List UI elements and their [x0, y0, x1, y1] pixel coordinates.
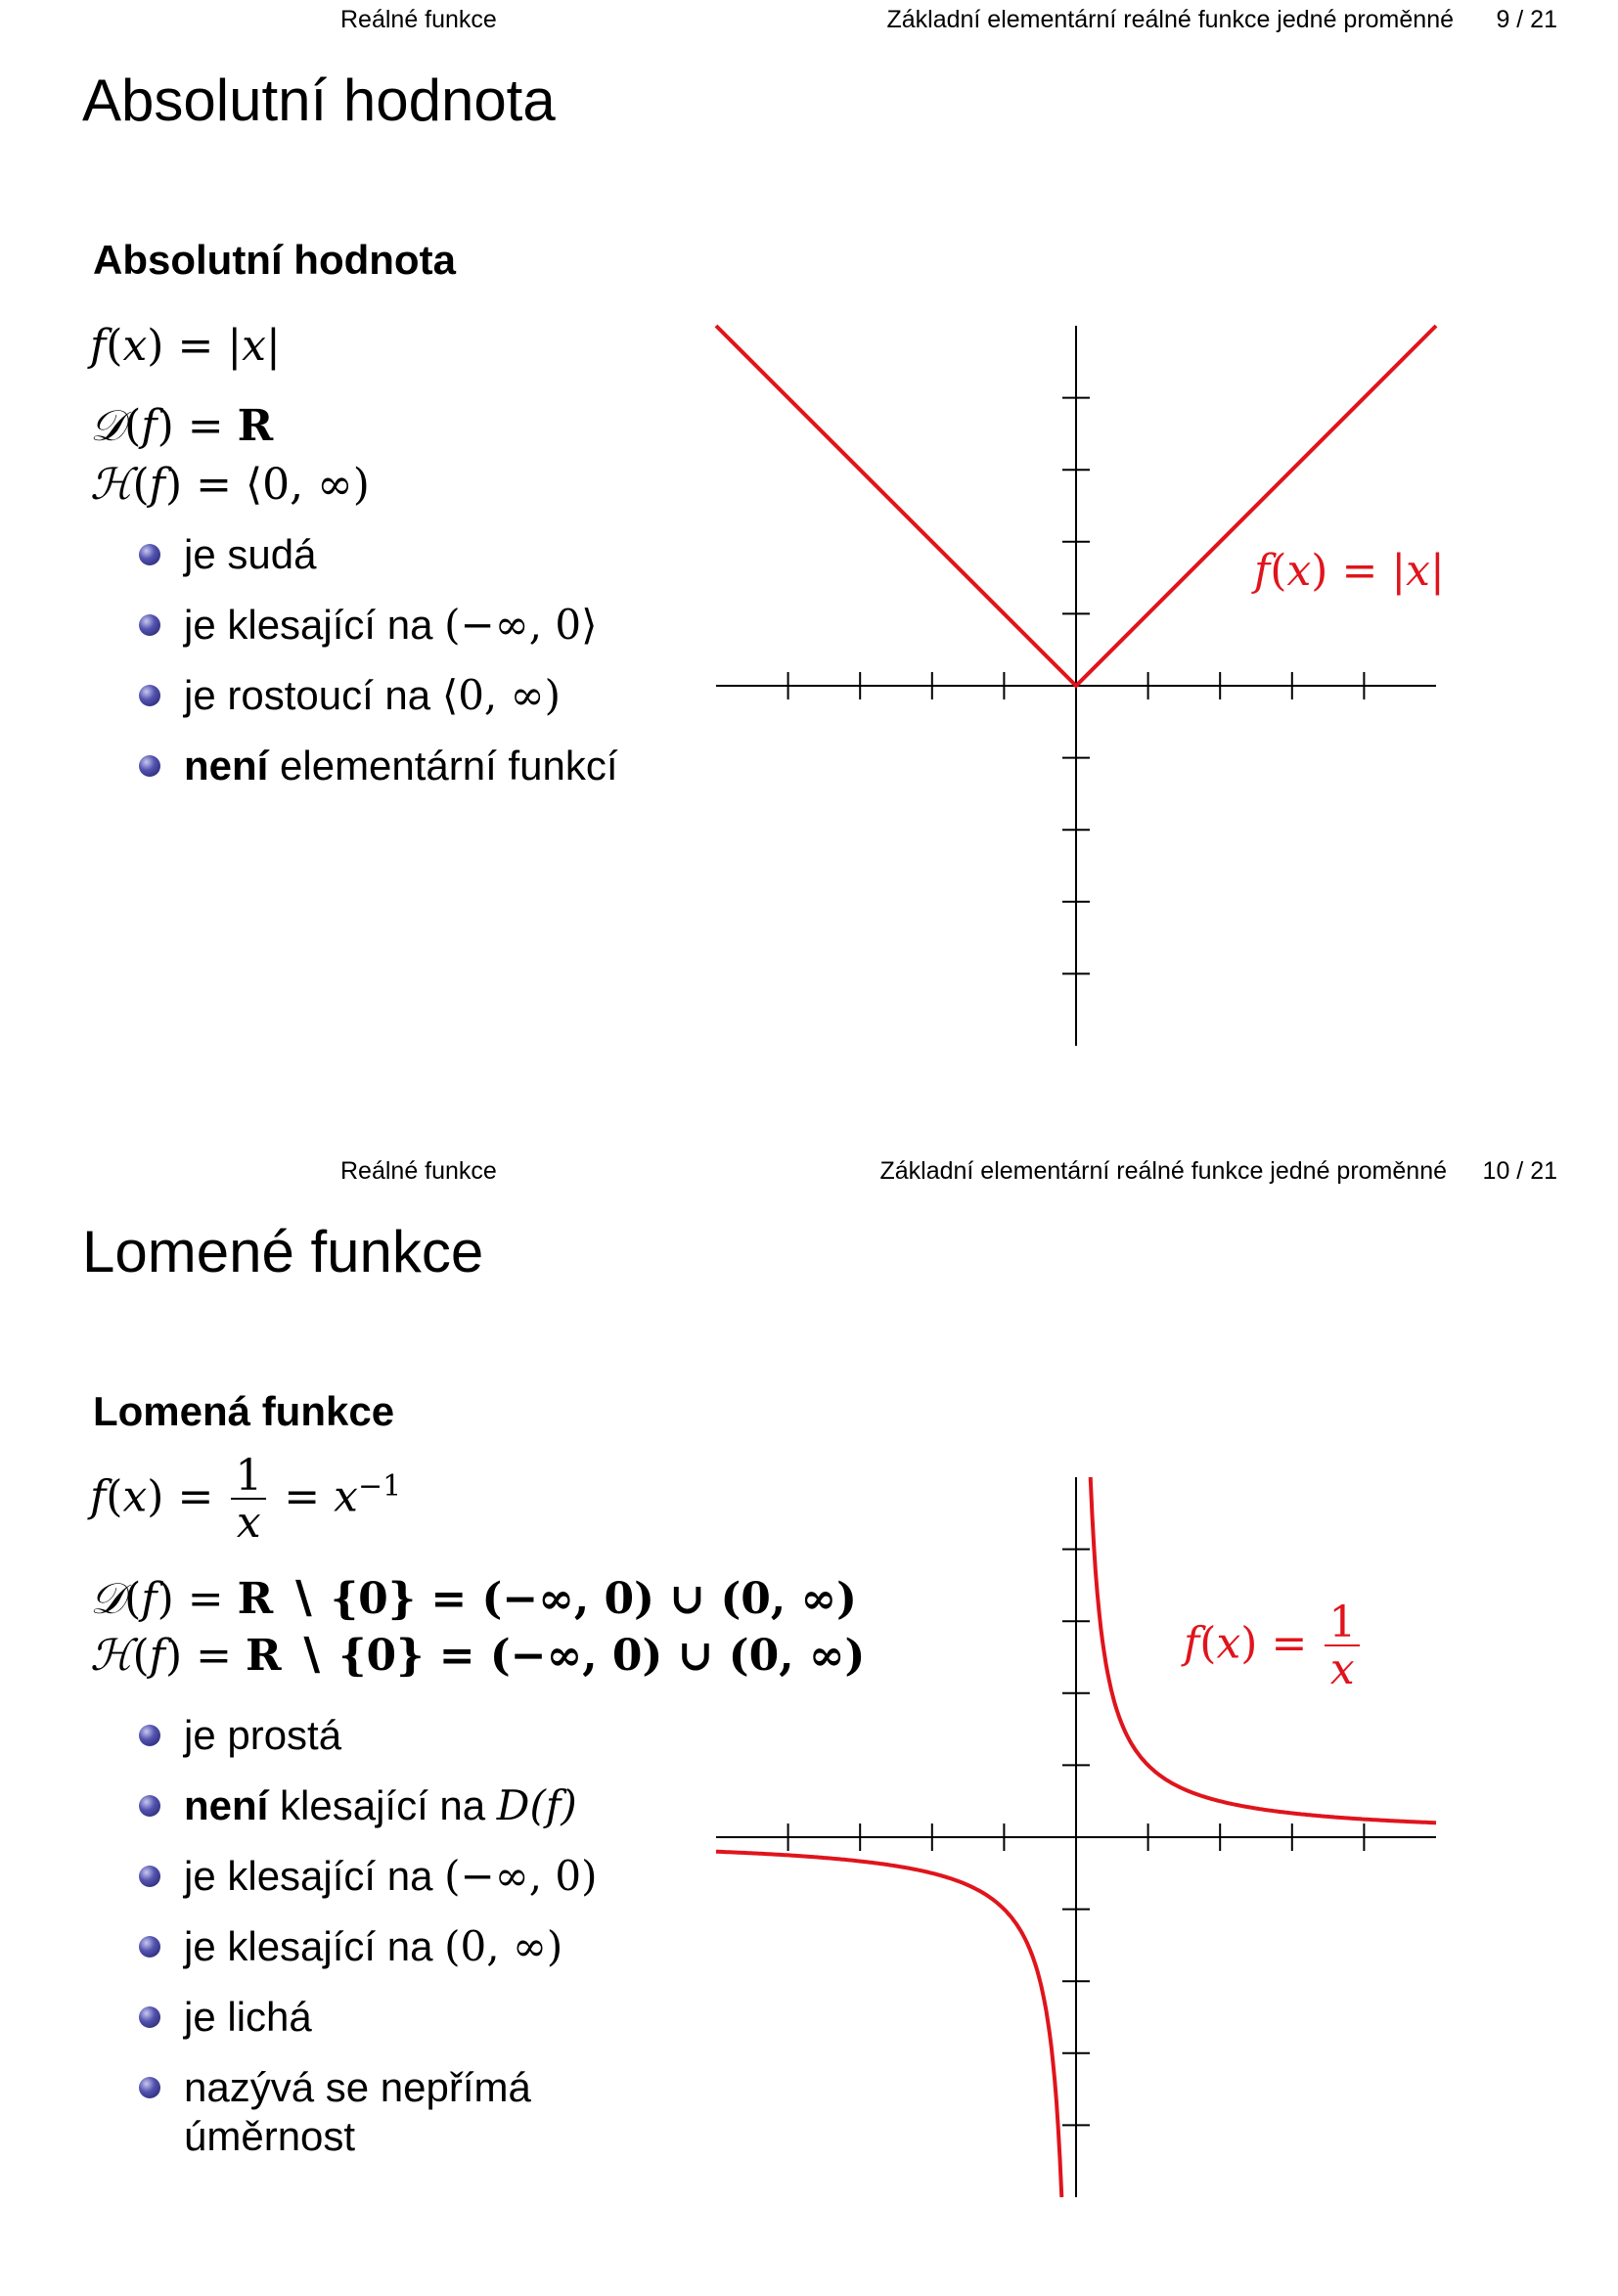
header-left: Reálné funkce: [340, 1157, 497, 1185]
plot-label: f(x) = $\frac{1}{x}$: [1184, 1601, 1364, 1691]
domain-definition: 𝒟(f) = R: [90, 401, 274, 451]
function-formula: |x|: [227, 321, 281, 371]
plot-label: f(x) = |x|: [1254, 546, 1445, 596]
range-definition: ℋ(f) = ⟨0, ∞): [90, 460, 370, 510]
list-item: je lichá: [137, 1993, 598, 2042]
domain-definition: 𝒟(f) = R ∖ {0} = (−∞, 0) ∪ (0, ∞): [90, 1574, 857, 1624]
reciprocal-graph: [0, 1151, 1618, 2296]
header-left: Reálné funkce: [340, 6, 497, 33]
list-item: je rostoucí na ⟨0, ∞): [137, 671, 618, 720]
list-item: je prostá: [137, 1711, 598, 1760]
function-definition: f(x) = $\frac{1}{x}$ = $x^{-1}$: [90, 1451, 402, 1548]
page-number: 9 / 21: [1496, 6, 1557, 33]
range-value: ⟨0, ∞): [245, 460, 370, 510]
slide-absolute-value: [0, 0, 1618, 1145]
frame-title: Lomené funkce: [82, 1219, 484, 1284]
list-item: není klesající na D(f): [137, 1781, 598, 1830]
range-definition: ℋ(f) = R ∖ {0} = (−∞, 0) ∪ (0, ∞): [90, 1631, 866, 1681]
series-line: [716, 1852, 1061, 2197]
fraction: $\frac{1}{x}$: [231, 1455, 266, 1545]
list-item: je sudá: [137, 530, 618, 579]
list-item: nazývá se nepřímá úměrnost: [137, 2063, 598, 2161]
header-right: Základní elementární reálné funkce jedné proměnné: [879, 1157, 1447, 1185]
domain-value: R: [237, 401, 274, 451]
block-title: Lomená funkce: [93, 1388, 395, 1434]
domain-value: R ∖ {0} = (−∞, 0) ∪ (0, ∞): [237, 1574, 857, 1624]
list-item: je klesající na (−∞, 0⟩: [137, 601, 618, 650]
slide-reciprocal: [0, 1151, 1618, 2296]
page-number: 10 / 21: [1482, 1157, 1557, 1185]
list-item: je klesající na (−∞, 0): [137, 1852, 598, 1901]
block-title: Absolutní hodnota: [93, 237, 456, 283]
header-right: Základní elementární reálné funkce jedné proměnné: [886, 6, 1454, 33]
frame-title: Absolutní hodnota: [82, 68, 556, 133]
range-value: R ∖ {0} = (−∞, 0) ∪ (0, ∞): [245, 1631, 866, 1681]
list-item: je klesající na (0, ∞): [137, 1922, 598, 1971]
function-definition: f(x) = |x|: [90, 321, 281, 371]
list-item: není elementární funkcí: [137, 742, 618, 790]
